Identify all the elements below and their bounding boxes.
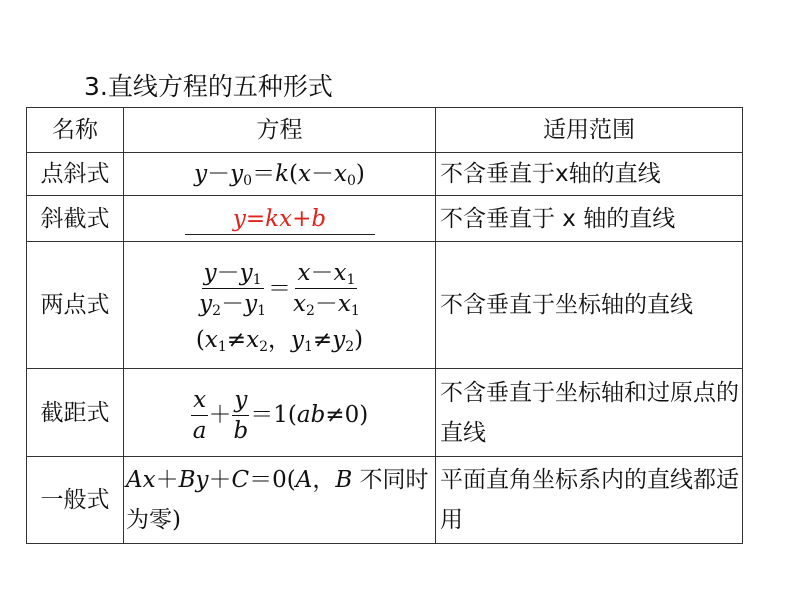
two-point-fraction-equation: $\frac{y-y_1}{y_2-y_1}$ ＝ $\frac{x-x_1}{x_2-x_1}$	[199, 260, 360, 319]
row-scope: 不含垂直于坐标轴的直线	[436, 242, 743, 369]
row-scope: 不含垂直于x轴的直线	[436, 153, 743, 196]
row-name: 截距式	[27, 369, 124, 457]
row-scope: 平面直角坐标系内的直线都适用	[436, 457, 743, 544]
row-name: 斜截式	[27, 196, 124, 242]
two-point-equation	[124, 242, 436, 369]
line-equation-table	[26, 107, 743, 544]
table-row	[27, 457, 743, 544]
table-row	[27, 196, 743, 242]
page-title: 3.直线方程的五种形式	[84, 72, 333, 101]
table-header-row	[27, 108, 743, 153]
answer-text: y=kx+b	[232, 205, 327, 232]
general-equation: Ax＋By＋C＝0(A，B 不同时为零)	[124, 457, 436, 544]
row-name: 一般式	[27, 457, 124, 544]
row-scope: 不含垂直于 x 轴的直线	[436, 196, 743, 242]
table-row	[27, 242, 743, 369]
row-name: 点斜式	[27, 153, 124, 196]
answer-blank	[185, 204, 375, 235]
table-row	[27, 369, 743, 457]
slope-intercept-equation	[124, 196, 436, 242]
point-slope-equation: $y-y_0=k(x-x_0)$	[124, 153, 436, 196]
row-scope: 不含垂直于坐标轴和过原点的直线	[436, 369, 743, 457]
table-row	[27, 153, 743, 196]
two-point-condition: ($x_1\ne x_2$，$y_1\ne y_2$)	[195, 327, 364, 355]
header-name: 名称	[27, 108, 124, 153]
header-scope: 适用范围	[436, 108, 743, 153]
row-name: 两点式	[27, 242, 124, 369]
header-equation: 方程	[124, 108, 436, 153]
intercept-equation: $\frac{x}{a}$ ＋ $\frac{y}{b}$ ＝1(ab≠0)	[124, 369, 436, 457]
